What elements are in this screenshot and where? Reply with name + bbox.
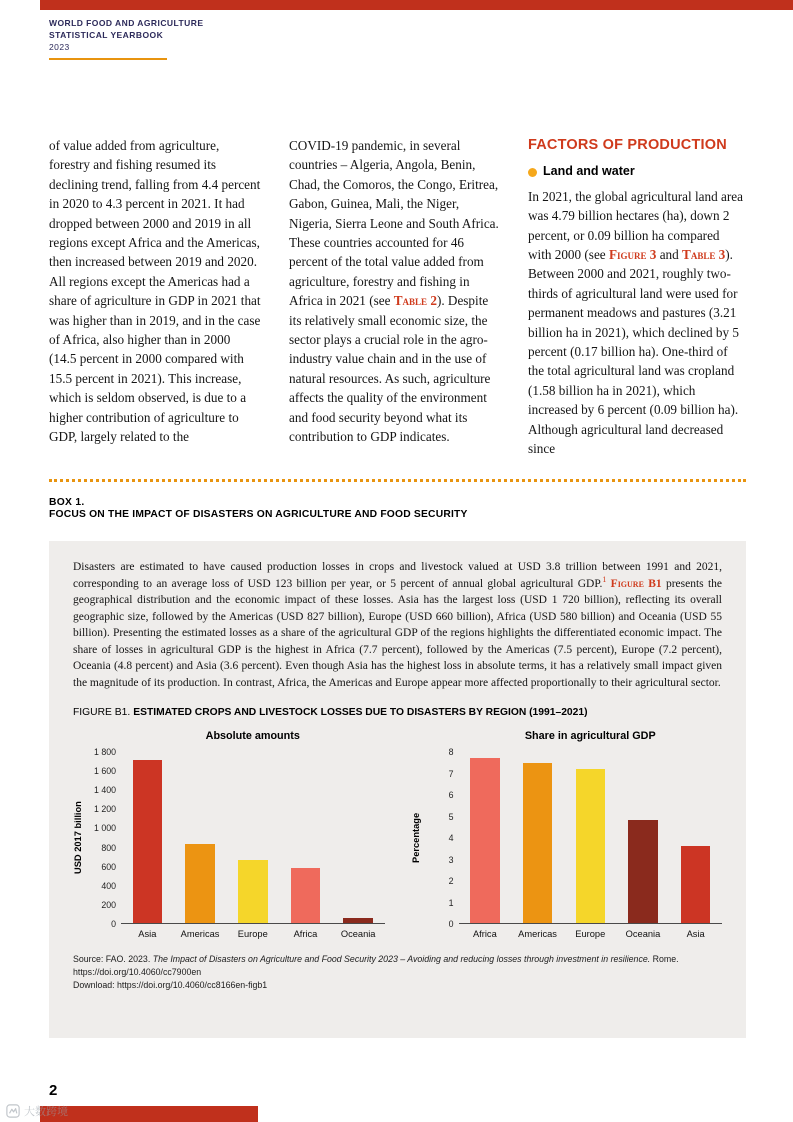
body-paragraph: of value added from agriculture, forestry and fishing resumed its declining trend, falling from 4.4 percent in 2020 to 4.3 percent in 2021. It had dropped between 2000 and 2019 in all regions except Africa and the Americas, then increased between 2019 and 2020. All regions except the Americas had a share of agriculture in GDP in 2021 that was higher than in 2019, and in the case of Africa, also higher than in 2000 (14.5 percent in 2000 compared with 15.5 percent in 2021). This increase, which is seldom observed, is due to a higher contribution of agriculture to GDP, largely related to the xyxy=(49,138,261,445)
text-column-3 xyxy=(528,136,745,459)
y-tick-label: 1 000 xyxy=(93,823,116,834)
masthead-year: 2023 xyxy=(49,42,70,52)
watermark xyxy=(6,1103,68,1119)
masthead xyxy=(49,17,203,60)
bar-slot xyxy=(669,752,722,923)
bar-asia xyxy=(681,846,711,923)
bar-africa xyxy=(470,758,500,923)
source-doi-link[interactable]: https://doi.org/10.4060/cc7900en xyxy=(73,966,202,977)
y-tick-label: 200 xyxy=(101,899,116,910)
bar-slot xyxy=(332,752,385,923)
y-tick-label: 600 xyxy=(101,861,116,872)
y-axis-ticks xyxy=(87,747,121,929)
bar-slot xyxy=(511,752,564,923)
section-title: FACTORS OF PRODUCTION xyxy=(528,137,727,153)
dotted-divider xyxy=(49,479,746,482)
italic-text-run: The Impact of Disasters on Agriculture and Food Security 2023 – Avoiding and reducing losses through investment in resilience. xyxy=(152,954,651,964)
bar-oceania xyxy=(628,820,658,923)
category-label-asia: Asia xyxy=(138,929,157,939)
bar-europe xyxy=(576,769,606,923)
box-title: FOCUS ON THE IMPACT OF DISASTERS ON AGRICULTURE AND FOOD SECURITY xyxy=(49,509,468,520)
y-tick-label: 800 xyxy=(101,842,116,853)
masthead-line2: STATISTICAL YEARBOOK xyxy=(49,30,164,40)
chart-title: Share in agricultural GDP xyxy=(524,730,656,742)
bar-slot xyxy=(617,752,670,923)
y-tick-label: 3 xyxy=(448,854,454,865)
figure-caption xyxy=(73,707,722,718)
text-run: Rome. xyxy=(650,954,679,964)
plot-area xyxy=(459,752,723,924)
masthead-line1: WORLD FOOD AND AGRICULTURE xyxy=(49,18,204,28)
category-label-americas: Americas xyxy=(518,929,557,939)
y-tick-label: 1 600 xyxy=(93,766,116,777)
body-paragraph xyxy=(528,187,745,459)
text-run: and xyxy=(656,247,683,263)
bar-slot xyxy=(564,752,617,923)
source-note xyxy=(73,953,722,991)
bar-europe xyxy=(238,860,268,923)
y-tick-label: 4 xyxy=(448,833,454,843)
y-tick-label: 7 xyxy=(448,768,454,779)
bullet-icon xyxy=(528,168,537,177)
figure-title: ESTIMATED CROPS AND LIVESTOCK LOSSES DUE TO DISASTERS BY REGION (1991–2021) xyxy=(133,707,588,718)
y-tick-label: 400 xyxy=(101,880,116,891)
chart-share-agricultural-gdp xyxy=(411,730,723,939)
y-tick-label: 1 800 xyxy=(93,747,116,757)
masthead-rule xyxy=(49,58,167,60)
box-1-panel xyxy=(49,541,746,1038)
category-label-oceania: Oceania xyxy=(340,929,376,939)
y-tick-label: 2 xyxy=(448,876,454,886)
bar-oceania xyxy=(343,918,373,923)
category-label-africa: Africa xyxy=(293,929,318,939)
body-paragraph xyxy=(289,136,503,447)
chart-body xyxy=(410,747,723,929)
text-run: ). Despite its relatively small economic size, the sector plays a crucial role in the agro-industry value chain and in the use of natural resources. As such, agriculture affects the quality of the environment and food security beyond what its contribution to GDP indicates. xyxy=(289,293,491,445)
bar-americas xyxy=(523,763,553,923)
category-label-europe: Europe xyxy=(237,929,268,939)
x-axis-labels xyxy=(459,924,723,939)
y-axis-ticks xyxy=(425,747,459,929)
x-axis-labels xyxy=(121,924,385,939)
y-tick-label: 1 200 xyxy=(93,804,116,815)
text-run: In 2021, the global agricultural land area was 4.79 billion hectares (ha), down 2 percent, or 0.09 billion ha compared with 2000 (see xyxy=(528,188,743,263)
category-label-africa: Africa xyxy=(472,929,497,939)
figure-b1-charts xyxy=(73,730,722,939)
chart-absolute-amounts xyxy=(73,730,385,939)
text-column-1 xyxy=(49,136,261,447)
y-axis-title: Percentage xyxy=(410,812,421,864)
download-doi-link[interactable]: https://doi.org/10.4060/cc8166en-figb1 xyxy=(117,979,268,990)
y-tick-label: 0 xyxy=(111,919,116,929)
y-tick-label: 1 400 xyxy=(93,785,116,796)
y-tick-label: 5 xyxy=(448,811,454,822)
subsection-heading xyxy=(528,162,745,181)
footnote-marker: 1 xyxy=(602,574,607,584)
bar-africa xyxy=(291,868,321,923)
text-run: Source: FAO. 2023. xyxy=(73,954,153,964)
chart-body xyxy=(73,747,385,929)
text-run: Disasters are estimated to have caused production losses in crops and livestock valued at USD 3.8 trillion between 1991 and 2021, corresponding to an average loss of USD 123 billion per year, or 5 percent of annual global agricultural GDP. xyxy=(73,561,722,590)
figure-label: FIGURE B1. xyxy=(73,707,131,718)
top-accent-bar xyxy=(40,0,793,10)
watermark-logo-icon xyxy=(6,1104,20,1118)
download-label: Download: xyxy=(73,979,118,990)
y-axis-title: USD 2017 billion xyxy=(73,801,83,875)
cross-reference[interactable]: Figure 3 xyxy=(608,247,657,263)
text-run: COVID-19 pandemic, in several countries – Algeria, Angola, Benin, Chad, the Comoros, the Congo, Eritrea, Gabon, Guinea, Mali, the Niger, Nigeria, Sierra Leone and South Africa. These countries accounted for 46 percent of the total value added from agriculture, forestry and fishing in Africa in 2021 (see xyxy=(289,138,499,309)
chart-title: Absolute amounts xyxy=(205,730,300,742)
download-line xyxy=(73,979,722,992)
bar-slot xyxy=(459,752,512,923)
page-number: 2 xyxy=(49,1082,58,1099)
bar-slot xyxy=(174,752,227,923)
bar-slot xyxy=(279,752,332,923)
x-axis xyxy=(73,924,385,939)
y-tick-label: 1 xyxy=(448,897,454,908)
text-column-2 xyxy=(289,136,503,447)
watermark-text: 大数跨境 xyxy=(24,1106,68,1118)
bottom-accent-bar xyxy=(40,1106,258,1122)
cross-reference[interactable]: Table 2 xyxy=(393,293,437,309)
x-axis xyxy=(411,924,723,939)
category-label-oceania: Oceania xyxy=(625,929,661,939)
cross-reference[interactable]: Table 3 xyxy=(682,247,726,263)
plot-area xyxy=(121,752,385,924)
cross-reference[interactable]: Figure B1 xyxy=(610,577,662,590)
subsection-title: Land and water xyxy=(543,164,635,179)
bar-asia xyxy=(133,760,163,923)
box-paragraph xyxy=(73,559,722,691)
text-run: presents the geographical distribution and the economic impact of these losses. Asia has the largest loss (USD 1 720 billion), reflecting its overall geographic size, followed by the Americas (USD 827 billion), Europe (USD 660 billion), Africa (USD 580 billion) and Oceania (USD 55 billion). Presenting the estimated losses as a share of the agricultural GDP of the regions highlights the differentiated economic impact. The share of losses in agricultural GDP is the highest in Africa (7.7 percent), followed by the Americas (7.5 percent), Europe (7.2 percent), Oceania (4.8 percent) and Asia (3.6 percent). Even though Asia has the highest loss in absolute terms, it has a relatively small impact given the magnitude of its production. In contrast, Africa, the Americas and Europe appear more affected proportionally to their agricultural sector. xyxy=(73,577,723,689)
bar-slot xyxy=(226,752,279,923)
bar-slot xyxy=(121,752,174,923)
y-tick-label: 6 xyxy=(448,790,454,800)
source-line xyxy=(73,953,722,966)
y-tick-label: 8 xyxy=(448,747,454,757)
box-label: BOX 1. xyxy=(49,497,85,508)
category-label-asia: Asia xyxy=(686,929,705,939)
y-tick-label: 0 xyxy=(448,919,454,929)
bar-americas xyxy=(185,844,215,923)
category-label-americas: Americas xyxy=(180,929,220,939)
category-label-europe: Europe xyxy=(575,929,606,939)
text-run: ). Between 2000 and 2021, roughly two-thirds of agricultural land were used for permanent meadows and pastures (3.21 billion ha in 2021), which declined by 5 percent (0.17 billion ha). One-third of the total agricultural land was cropland (1.58 billion ha in 2021), which increased by 6 percent (0.09 billion ha). Although agricultural land decreased since xyxy=(528,247,739,457)
box-heading xyxy=(49,497,468,521)
